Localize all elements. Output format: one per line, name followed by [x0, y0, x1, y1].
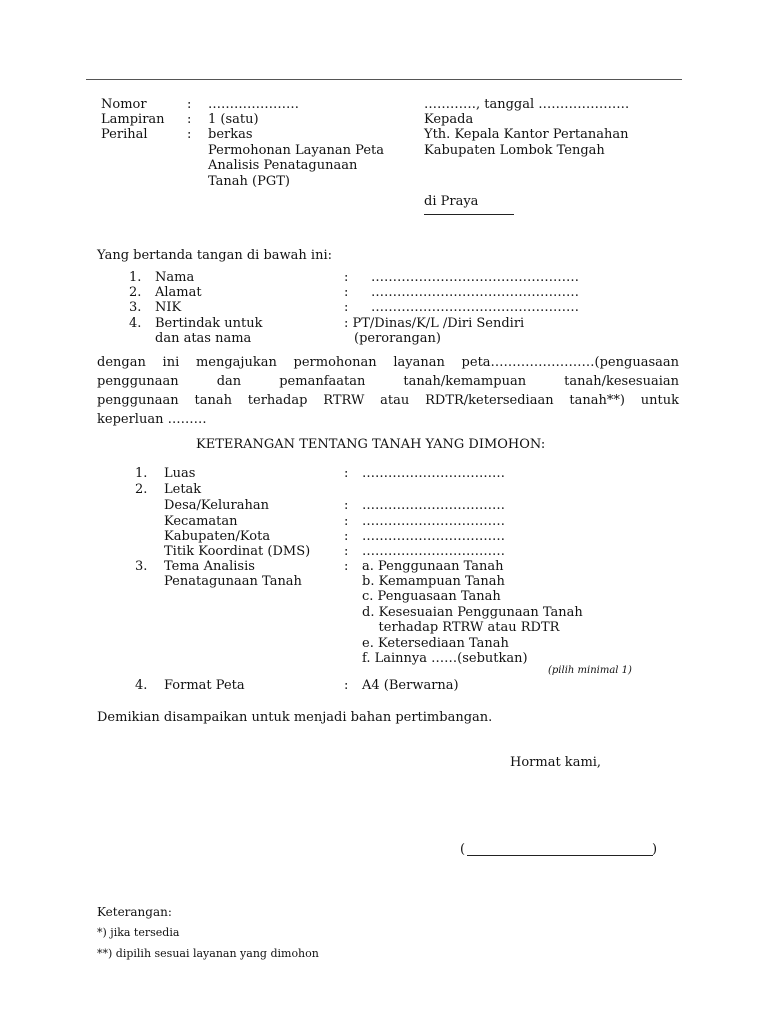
colon: : [344, 498, 349, 513]
list-number: 4. [129, 316, 142, 331]
land-label-format: Format Peta [164, 678, 245, 693]
colon: : [344, 300, 349, 315]
top-rule [86, 79, 682, 80]
list-number: 2. [135, 482, 148, 497]
addressee-line: Yth. Kepala Kantor Pertanahan [424, 127, 629, 142]
applicant-value-alamat: ………………………………………… [371, 285, 579, 300]
colon: : [344, 529, 349, 544]
list-number: 3. [129, 300, 142, 315]
note-item: **) dipilih sesuai layanan yang dimohon [97, 947, 319, 960]
nomor-value: ………………… [208, 97, 299, 112]
applicant-label-atas-nama: dan atas nama [155, 331, 252, 346]
list-number: 2. [129, 285, 142, 300]
colon: : [344, 514, 349, 529]
tema-option: b. Kemampuan Tanah [362, 574, 505, 589]
land-label-tema: Tema Analisis [164, 559, 255, 574]
closing-text: Demikian disampaikan untuk menjadi bahan pertimbangan. [97, 710, 493, 725]
list-number: 1. [129, 270, 142, 285]
signature-close-paren: ) [652, 842, 658, 857]
land-value-format: A4 (Berwarna) [362, 678, 459, 693]
di-place: di Praya [424, 194, 479, 209]
land-value-kecamatan: …………………………… [362, 514, 505, 529]
land-value-kabupaten: …………………………… [362, 529, 505, 544]
land-label-tema: Penatagunaan Tanah [164, 574, 302, 589]
colon: : [187, 127, 192, 142]
tema-note: (pilih minimal 1) [548, 665, 632, 676]
perihal-line: berkas [208, 127, 253, 142]
signature-open-paren: ( [460, 842, 466, 857]
place-underline [424, 214, 514, 215]
list-number: 1. [135, 466, 148, 481]
land-value-desa: …………………………… [362, 498, 505, 513]
intro-text: Yang bertanda tangan di bawah ini: [97, 248, 332, 263]
paragraph-line: penggunaan tanah terhadap RTRW atau RDTR/ketersediaan tanah**) untuk [97, 393, 679, 408]
lampiran-value: 1 (satu) [208, 112, 259, 127]
applicant-label-bertindak: Bertindak untuk [155, 316, 263, 331]
land-label-koordinat: Titik Koordinat (DMS) [164, 544, 311, 559]
colon: : [344, 285, 349, 300]
applicant-label-alamat: Alamat [155, 285, 202, 300]
signature-underline [467, 855, 653, 856]
colon: : [187, 112, 192, 127]
note-item: *) jika tersedia [97, 926, 180, 939]
colon: : [344, 559, 349, 574]
applicant-label-nama: Nama [155, 270, 195, 285]
label-nomor: Nomor [101, 97, 147, 112]
colon: : [344, 466, 349, 481]
colon: : [344, 678, 349, 693]
paragraph-line: penggunaan dan pemanfaatan tanah/kemampuan tanah/kesesuaian [97, 374, 679, 389]
applicant-label-nik: NIK [155, 300, 182, 315]
tema-option: terhadap RTRW atau RDTR [362, 620, 560, 635]
label-lampiran: Lampiran [101, 112, 165, 127]
list-number: 3. [135, 559, 148, 574]
applicant-value-perorangan: (perorangan) [354, 331, 441, 346]
tema-option: a. Penggunaan Tanah [362, 559, 504, 574]
request-paragraph [97, 353, 679, 429]
label-perihal: Perihal [101, 127, 148, 142]
land-label-letak: Letak [164, 482, 202, 497]
notes-title: Keterangan: [97, 905, 172, 919]
land-label-luas: Luas [164, 466, 196, 481]
addressee-line: Kabupaten Lombok Tengah [424, 143, 605, 158]
land-value-luas: …………………………… [362, 466, 505, 481]
perihal-line: Tanah (PGT) [208, 174, 290, 189]
paragraph-line: dengan ini mengajukan permohonan layanan peta……………………(penguasaan [97, 355, 679, 370]
kepada: Kepada [424, 112, 474, 127]
land-label-kecamatan: Kecamatan [164, 514, 238, 529]
perihal-line: Analisis Penatagunaan [208, 158, 358, 173]
colon: : [187, 97, 192, 112]
date-line: …………, tanggal ………………… [424, 97, 630, 112]
colon: : [344, 544, 349, 559]
colon: : [344, 270, 349, 285]
tema-option: c. Penguasaan Tanah [362, 589, 501, 604]
greeting: Hormat kami, [510, 755, 602, 770]
land-label-desa: Desa/Kelurahan [164, 498, 269, 513]
applicant-value-nik: ………………………………………… [371, 300, 579, 315]
land-value-koordinat: …………………………… [362, 544, 505, 559]
section-title: KETERANGAN TENTANG TANAH YANG DIMOHON: [196, 437, 546, 452]
tema-option: e. Ketersediaan Tanah [362, 636, 509, 651]
list-number: 4. [135, 678, 148, 693]
applicant-value-nama: ………………………………………… [371, 270, 579, 285]
tema-option: f. Lainnya ……(sebutkan) [362, 651, 528, 666]
applicant-value-bertindak: : PT/Dinas/K/L /Diri Sendiri [344, 316, 525, 331]
land-label-kabupaten: Kabupaten/Kota [164, 529, 271, 544]
perihal-line: Permohonan Layanan Peta [208, 143, 384, 158]
paragraph-line: keperluan ……… [97, 412, 207, 427]
tema-option: d. Kesesuaian Penggunaan Tanah [362, 605, 583, 620]
